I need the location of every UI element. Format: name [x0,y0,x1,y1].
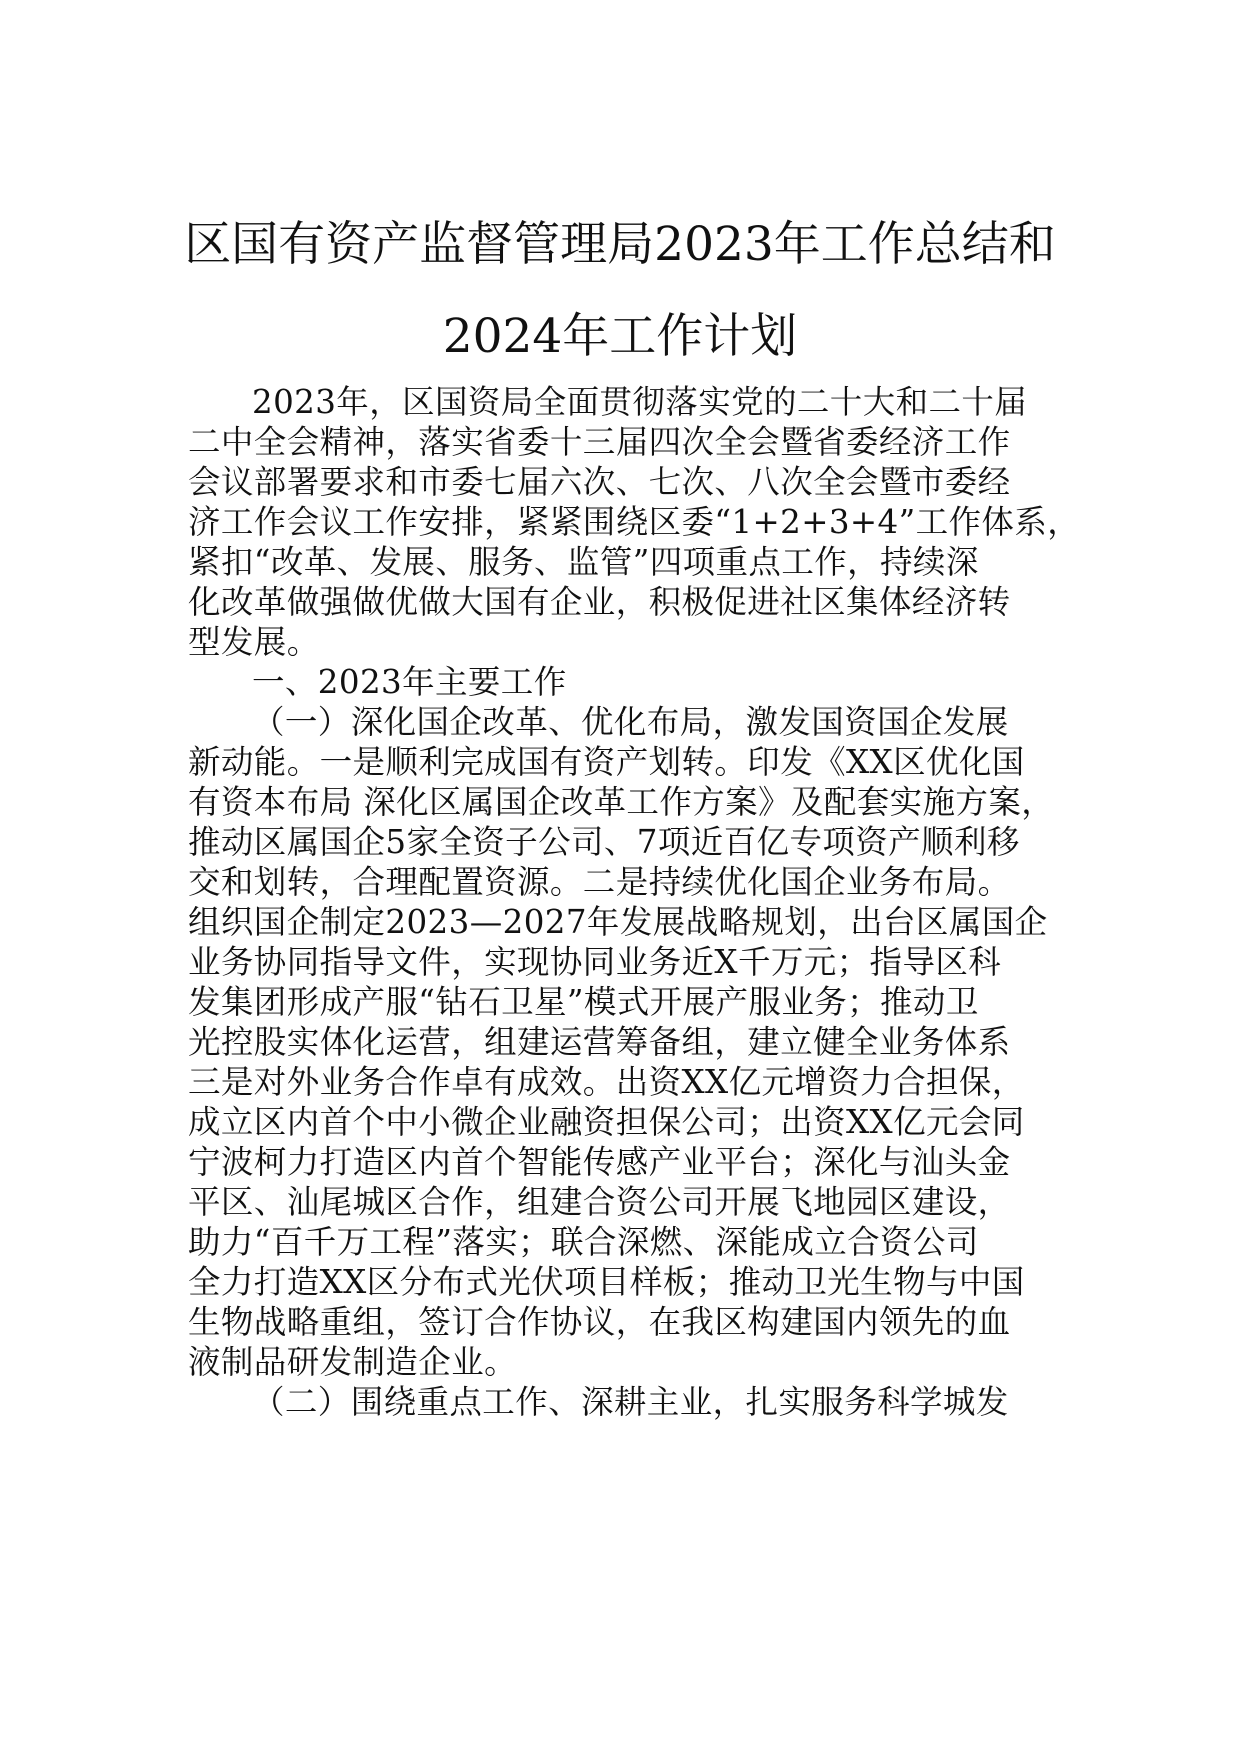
section-paragraph-line: 发集团形成产服“钻石卫星”模式开展产服业务；推动卫 [188,983,979,1021]
section-paragraph-line: 交和划转，合理配置资源。二是持续优化国企业务布局。 [188,863,1011,901]
intro-paragraph-line: 化改革做强做优做大国有企业，积极促进社区集体经济转 [188,583,1011,621]
intro-paragraph-line: 型发展。 [188,623,320,661]
section-heading: 一、2023年主要工作 [252,663,567,701]
section-paragraph-line: 全力打造XX区分布式光伏项目样板；推动卫光生物与中国 [188,1263,1025,1301]
section-paragraph-line: 三是对外业务合作卓有成效。出资XX亿元增资力合担保， [188,1063,1025,1101]
intro-paragraph-line: 会议部署要求和市委七届六次、七次、八次全会暨市委经 [188,463,1011,501]
section-paragraph-line: 业务协同指导文件，实现协同业务近X千万元；指导区科 [188,943,1002,981]
intro-paragraph-line: 济工作会议工作安排，紧紧围绕区委“1+2+3+4”工作体系， [188,503,1081,541]
section-paragraph-line: 液制品研发制造企业。 [188,1343,518,1381]
section-paragraph-line: （二）围绕重点工作、深耕主业，扎实服务科学城发 [252,1383,1009,1421]
section-paragraph-line: 平区、汕尾城区合作，组建合资公司开展飞地园区建设， [188,1183,1011,1221]
section-paragraph-line: 有资本布局 深化区属国企改革工作方案》及配套实施方案， [188,783,1055,821]
section-paragraph-line: （一）深化国企改革、优化布局，激发国资国企发展 [252,703,1009,741]
section-paragraph-line: 新动能。一是顺利完成国有资产划转。印发《XX区优化国 [188,743,1025,781]
document-title-line-2: 2024年工作计划 [442,309,798,364]
section-paragraph-line: 推动区属国企5家全资子公司、7项近百亿专项资产顺利移 [188,823,1020,861]
section-paragraph-line: 组织国企制定2023—2027年发展战略规划，出台区属国企 [188,903,1048,941]
section-paragraph-line: 成立区内首个中小微企业融资担保公司；出资XX亿元会同 [188,1103,1025,1141]
intro-paragraph-line: 二中全会精神，落实省委十三届四次全会暨省委经济工作 [188,423,1011,461]
document-title-line-1: 区国有资产监督管理局2023年工作总结和 [184,217,1056,272]
intro-paragraph-line: 2023年，区国资局全面贯彻落实党的二十大和二十届 [252,383,1028,421]
intro-paragraph-line: 紧扣“改革、发展、服务、监管”四项重点工作，持续深 [188,543,979,581]
section-paragraph-line: 生物战略重组，签订合作协议，在我区构建国内领先的血 [188,1303,1011,1341]
section-paragraph-line: 助力“百千万工程”落实；联合深燃、深能成立合资公司 [188,1223,979,1261]
section-paragraph-line: 宁波柯力打造区内首个智能传感产业平台；深化与汕头金 [188,1143,1011,1181]
section-paragraph-line: 光控股实体化运营，组建运营筹备组，建立健全业务体系 [188,1023,1011,1061]
